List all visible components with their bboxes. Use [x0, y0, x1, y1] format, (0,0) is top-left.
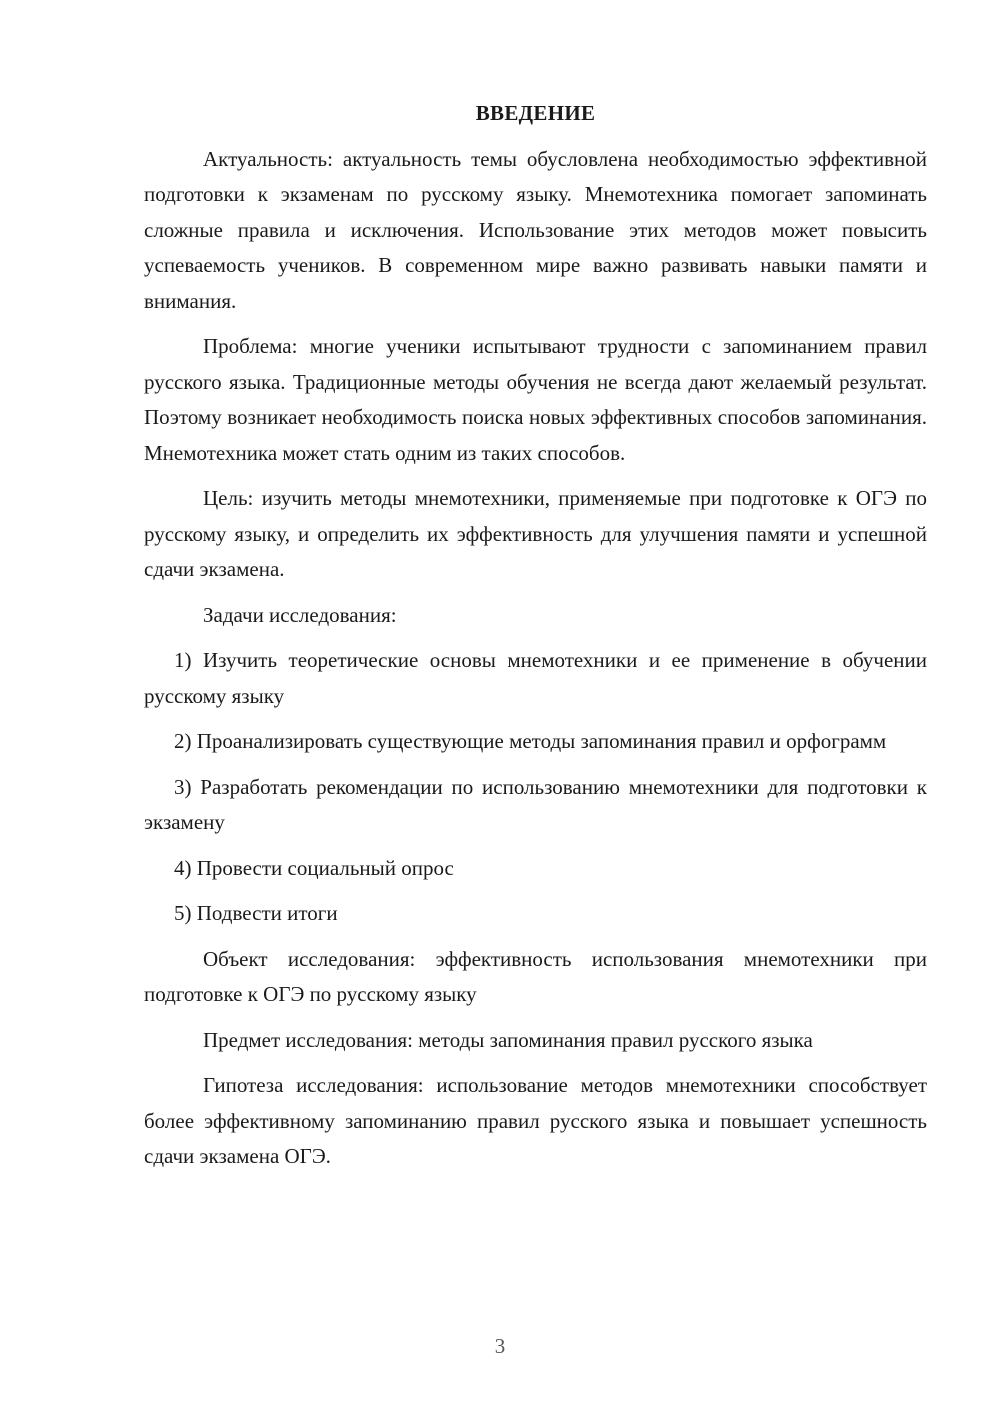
- list-item: 1) Изучить теоретические основы мнемотехники и ее применение в обучении русскому языку: [144, 648, 927, 708]
- paragraph-subject: Предмет исследования: методы запоминания правил русского языка: [203, 1027, 813, 1052]
- list-item: 4) Провести социальный опрос: [174, 855, 454, 880]
- paragraph-object: Объект исследования: эффективность использования мнемотехники при подготовке к ОГЭ по русскому языку: [144, 946, 927, 1006]
- task-list: [144, 643, 927, 932]
- paragraph-tasks-heading: Задачи исследования:: [203, 602, 397, 627]
- paragraph-problem: Проблема: многие ученики испытывают трудности с запоминанием правил русского языка. Традиционные методы обучения не всегда дают желаемый результат. Поэтому возникает необходимость поиска новых эффективных способов запоминания. Мнемотехника может стать одним из таких способов.: [144, 334, 927, 465]
- page-number: 3: [494, 1334, 506, 1358]
- paragraph-hypothesis: Гипотеза исследования: использование методов мнемотехники способствует более эффективному запоминанию правил русского языка и повышает успешность сдачи экзамена ОГЭ.: [144, 1073, 927, 1168]
- paragraph-relevance: Актуальность: актуальность темы обусловлена необходимостью эффективной подготовки к экзаменам по русскому языку. Мнемотехника помогает запоминать сложные правила и исключения. Использование этих методов может повысить успеваемость учеников. В современном мире важно развивать навыки памяти и внимания.: [144, 146, 927, 313]
- page-title: ВВЕДЕНИЕ: [475, 101, 596, 125]
- paragraph-goal: Цель: изучить методы мнемотехники, применяемые при подготовке к ОГЭ по русскому языку, и определить их эффективность для улучшения памяти и успешной сдачи экзамена.: [144, 486, 927, 581]
- document-page: [144, 96, 927, 1185]
- list-item: 3) Разработать рекомендации по использованию мнемотехники для подготовки к экзамену: [144, 774, 927, 834]
- list-item: 5) Подвести итоги: [174, 901, 338, 925]
- list-item: 2) Проанализировать существующие методы запоминания правил и орфограмм: [174, 729, 887, 753]
